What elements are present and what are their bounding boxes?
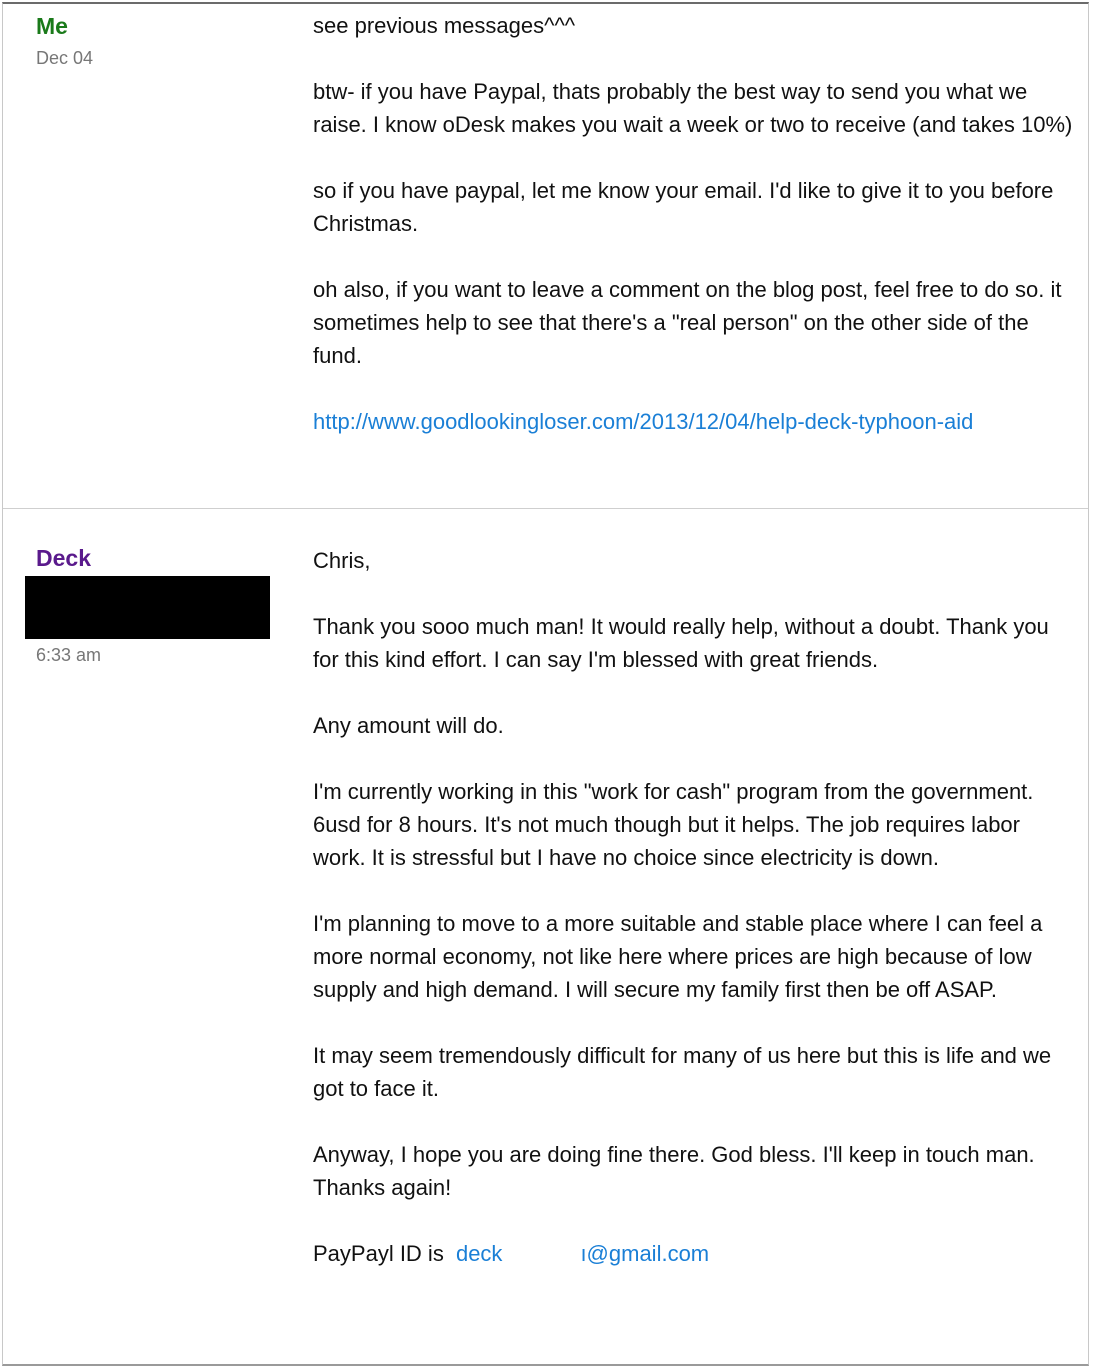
sender-name[interactable]: Me	[36, 13, 68, 39]
message-paragraph: so if you have paypal, let me know your email. I'd like to give it to you before Christmas.	[313, 178, 1054, 236]
message-body	[313, 9, 1073, 438]
message-paragraph: Thank you sooo much man! It would really help, without a doubt. Thank you for this kind effort. I can say I'm blessed with great friends.	[313, 614, 1049, 672]
redacted-block	[25, 576, 270, 639]
conversation-thread	[2, 2, 1089, 1366]
message-paragraph: I'm planning to move to a more suitable and stable place where I can feel a more normal economy, not like here where prices are high because of low supply and high demand. I will secure my family first then be off ASAP.	[313, 911, 1043, 1002]
paypal-line	[313, 1237, 1073, 1270]
message-paragraph: Anyway, I hope you are doing fine there. God bless. I'll keep in touch man. Thanks again!	[313, 1142, 1035, 1200]
message-paragraph: It may seem tremendously difficult for many of us here but this is life and we got to face it.	[313, 1043, 1052, 1101]
email-link-end[interactable]: ı@gmail.com	[580, 1241, 710, 1266]
message-deck	[3, 509, 1088, 1367]
blog-post-link[interactable]: http://www.goodlookingloser.com/2013/12/04/help-deck-typhoon-aid	[313, 409, 974, 434]
message-paragraph: btw- if you have Paypal, thats probably the best way to send you what we raise. I know oDesk makes you wait a week or two to receive (and takes 10%)	[313, 79, 1073, 137]
message-date: Dec 04	[36, 48, 94, 68]
message-me	[3, 4, 1088, 508]
message-body	[313, 544, 1073, 1270]
message-paragraph: I'm currently working in this "work for cash" program from the government. 6usd for 8 hours. It's not much though but it helps. The job requires labor work. It is stressful but I have no choice since electricity is down.	[313, 779, 1034, 870]
message-paragraph: Chris,	[313, 548, 371, 573]
message-paragraph: Any amount will do.	[313, 713, 504, 738]
message-paragraph: oh also, if you want to leave a comment on the blog post, feel free to do so. it sometimes help to see that there's a "real person" on the other side of the fund.	[313, 277, 1062, 368]
email-link-start[interactable]: deck	[455, 1241, 503, 1266]
message-date: 6:33 am	[36, 645, 102, 665]
paypal-label: PayPayl ID is	[313, 1241, 444, 1266]
message-paragraph: see previous messages^^^	[313, 13, 576, 38]
sender-name[interactable]: Deck	[36, 545, 91, 571]
